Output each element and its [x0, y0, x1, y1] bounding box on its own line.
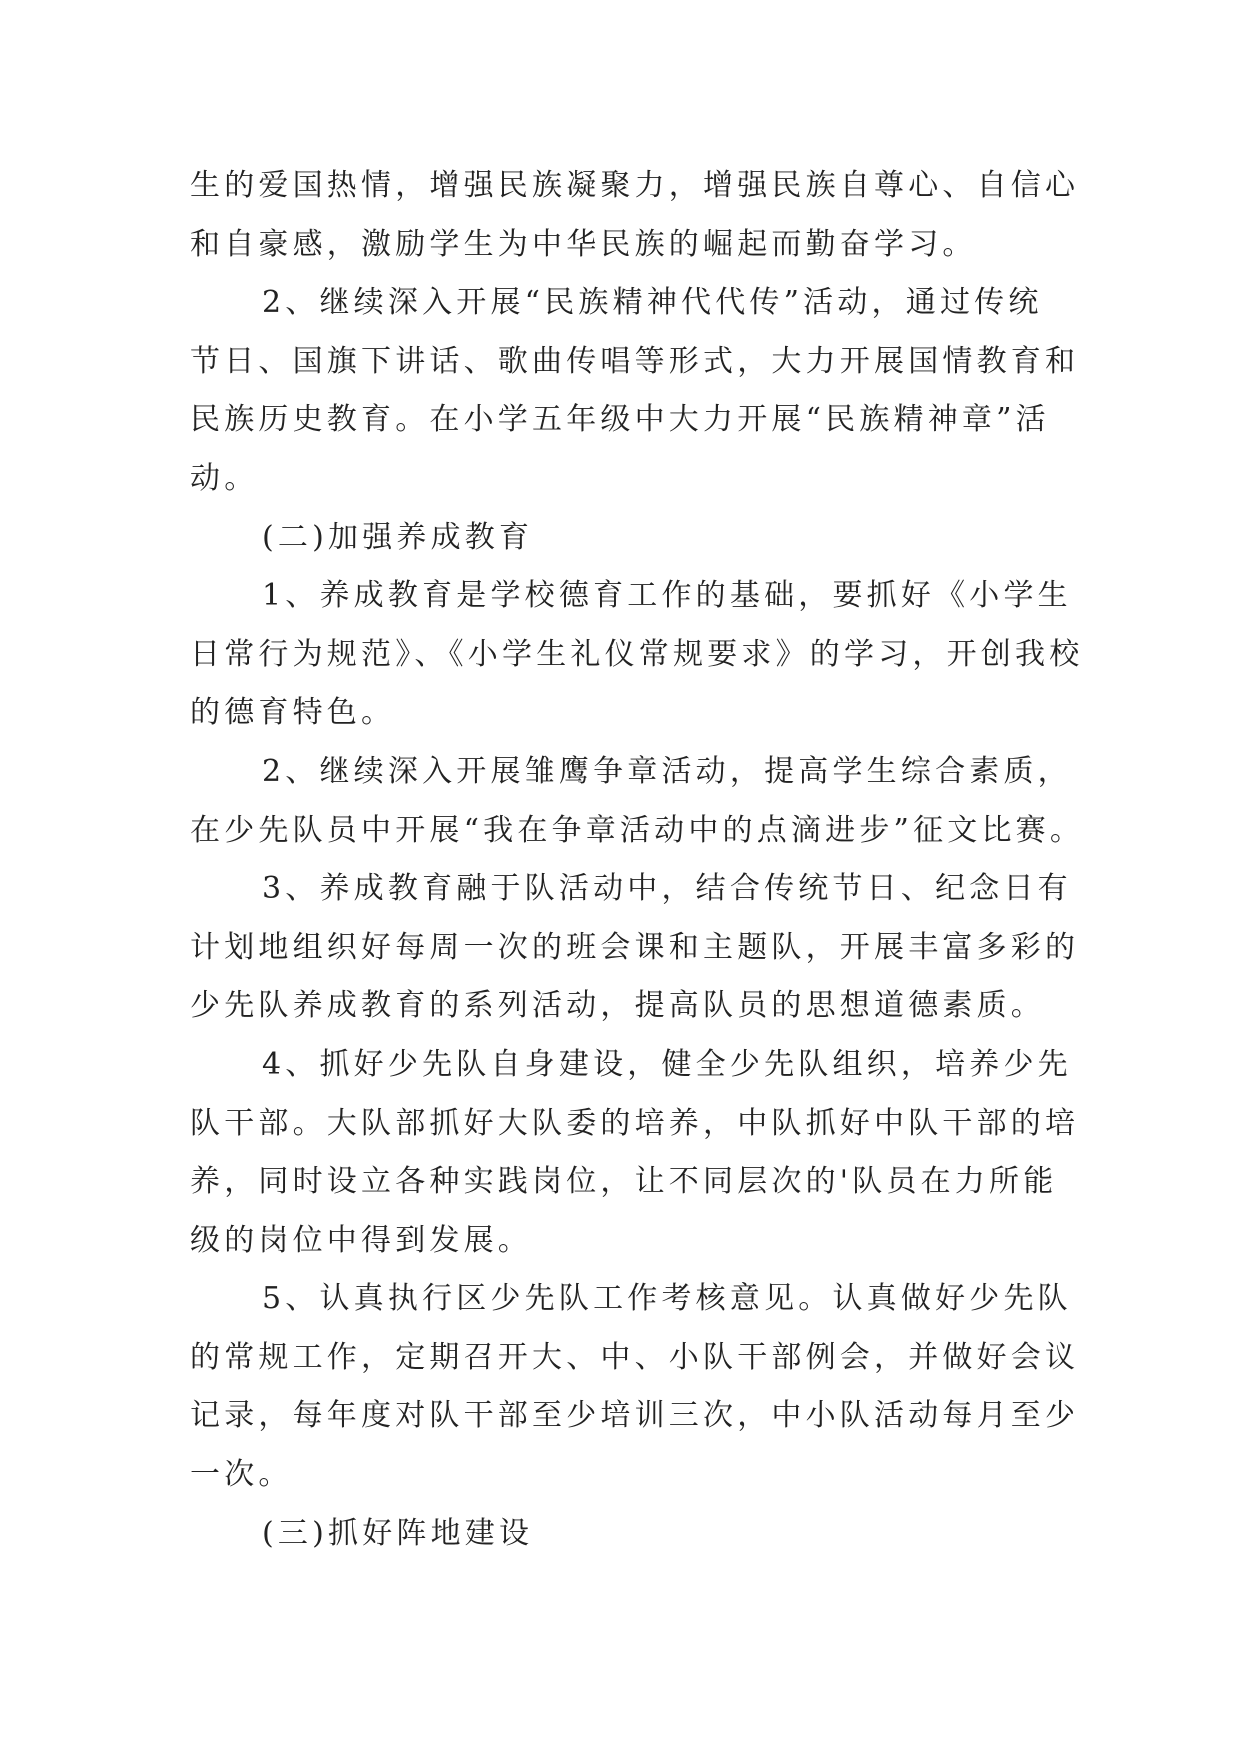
paragraph-start-line: 5、认真执行区少先队工作考核意见。认真做好少先队 [262, 1281, 1072, 1317]
paragraph-start-line: 2、继续深入开展雏鹰争章活动，提高学生综合素质， [262, 753, 1072, 789]
paragraph-start-line: 4、抓好少先队自身建设，健全少先队组织，培养少先 [262, 1046, 1072, 1082]
text-line: 日常行为规范》、《小学生礼仪常规要求》的学习，开创我校 [190, 636, 1084, 672]
text-line: 和自豪感，激励学生为中华民族的崛起而勤奋学习。 [190, 226, 977, 262]
paragraph-start-line: 2、继续深入开展“民族精神代代传”活动，通过传统 [262, 285, 1043, 321]
text-line: 的德育特色。 [190, 695, 396, 731]
document-page [190, 157, 1085, 1563]
text-line: 民族历史教育。在小学五年级中大力开展“民族精神章”活 [190, 402, 1050, 438]
text-line: 队干部。大队部抓好大队委的培养，中队抓好中队干部的培 [190, 1105, 1080, 1141]
text-line: 少先队养成教育的系列活动，提高队员的思想道德素质。 [190, 988, 1045, 1024]
text-line: 记录，每年度对队干部至少培训三次，中小队活动每月至少 [190, 1398, 1080, 1434]
text-line: 养，同时设立各种实践岗位，让不同层次的'队员在力所能 [190, 1164, 1058, 1200]
paragraph-start-line: 1、养成教育是学校德育工作的基础，要抓好《小学生 [262, 578, 1072, 614]
text-line: 一次。 [190, 1457, 293, 1493]
text-line: 生的爱国热情，增强民族凝聚力，增强民族自尊心、自信心 [190, 168, 1080, 203]
text-line: 级的岗位中得到发展。 [190, 1222, 532, 1258]
text-line: 在少先队员中开展“我在争章活动中的点滴进步”征文比赛。 [190, 812, 1085, 848]
text-line: 节日、国旗下讲话、歌曲传唱等形式，大力开展国情教育和 [190, 343, 1080, 379]
text-line: 计划地组织好每周一次的班会课和主题队，开展丰富多彩的 [190, 929, 1080, 965]
section-heading: (三)抓好阵地建设 [262, 1515, 534, 1551]
text-line: 的常规工作，定期召开大、中、小队干部例会，并做好会议 [190, 1339, 1080, 1375]
paragraph-start-line: 3、养成教育融于队活动中，结合传统节日、纪念日有 [262, 871, 1072, 907]
section-heading: (二)加强养成教育 [262, 519, 534, 555]
text-line: 动。 [190, 460, 259, 496]
